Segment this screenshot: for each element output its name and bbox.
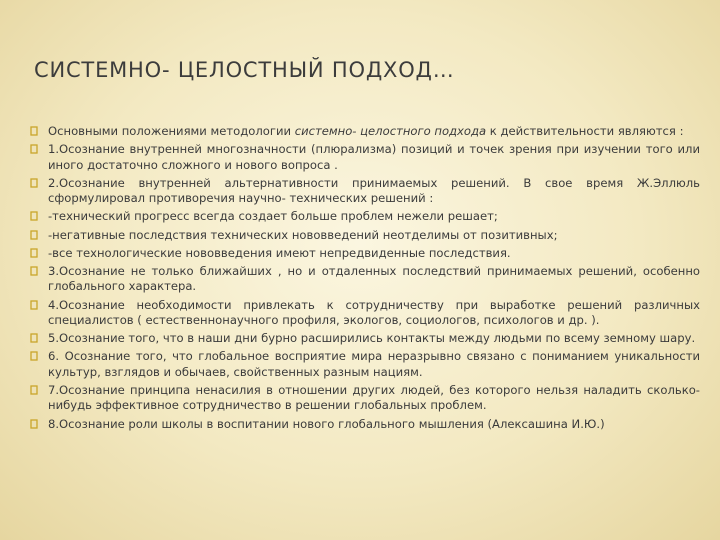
bullet-text: -все технологические нововведения имеют непредвиденные последствия.	[48, 245, 511, 260]
bullet-text: 3.Осознание не только ближайших , но и отдаленных последствий принимаемых решений, особенно глобального характера.	[48, 264, 700, 294]
bullet-text: 8.Осознание роли школы в воспитании нового глобального мышления (Алексашина И.Ю.)	[48, 416, 605, 431]
hollow-square-icon	[30, 178, 41, 189]
bullet-text: 7.Осознание принципа ненасилия в отношении других людей, без которого нельзя наладить сколько- нибудь эффективное сотрудничество в решении глобальных проблем.	[48, 383, 700, 413]
hollow-square-icon	[30, 230, 41, 241]
hollow-square-icon	[30, 385, 41, 396]
bullet-item	[30, 176, 700, 207]
bullet-text: 1.Осознание внутренней многозначности (плюрализма) позиций и точек зрения при изучении того или иного достаточно сложного и нового вопроса .	[48, 142, 700, 172]
bullet-text: -технический прогресс всегда создает больше проблем нежели решает;	[48, 209, 498, 224]
intro-text-before: Основными положениями методологии	[48, 124, 295, 138]
bullet-text: -негативные последствия технических нововведений неотделимы от позитивных;	[48, 227, 558, 242]
hollow-square-icon	[30, 333, 41, 344]
hollow-square-icon	[30, 126, 41, 137]
hollow-square-icon	[30, 211, 41, 222]
bullet-list	[30, 124, 700, 435]
bullet-item	[30, 228, 700, 243]
bullet-text: 2.Осознание внутренней альтернативности принимаемых решений. В свое время Ж.Эллюль сформулировал противоречия научно- технических решений :	[48, 175, 700, 206]
bullet-text: 4.Осознание необходимости привлекать к сотрудничеству при выработке решений различных специалистов ( естественнонаучного профиля, экологов, социологов, психологов и др. ).	[48, 297, 700, 328]
bullet-item	[30, 331, 700, 346]
bullet-item	[30, 417, 700, 432]
bullet-item	[30, 383, 700, 414]
bullet-text: 5.Осознание того, что в наши дни бурно расширились контакты между людьми по всему земному шару.	[48, 331, 696, 346]
hollow-square-icon	[30, 351, 41, 362]
hollow-square-icon	[30, 266, 41, 277]
bullet-text: 6. Осознание того, что глобальное восприятие мира неразрывно связано с пониманием уникальности культур, взглядов и обычаев, свойственных разным нациям.	[48, 349, 700, 379]
bullet-item	[30, 298, 700, 329]
bullet-item	[30, 142, 700, 173]
bullet-item	[30, 349, 700, 380]
bullet-intro	[30, 124, 700, 139]
hollow-square-icon	[30, 300, 41, 311]
hollow-square-icon	[30, 248, 41, 259]
intro-text-after: к действительности являются :	[486, 124, 684, 138]
bullet-item	[30, 264, 700, 295]
hollow-square-icon	[30, 419, 41, 430]
hollow-square-icon	[30, 144, 41, 155]
slide-title: СИСТЕМНО- ЦЕЛОСТНЫЙ ПОДХОД…	[34, 58, 455, 82]
bullet-item	[30, 209, 700, 224]
bullet-item	[30, 246, 700, 261]
intro-text-emphasis: системно- целостного подхода	[294, 124, 487, 138]
